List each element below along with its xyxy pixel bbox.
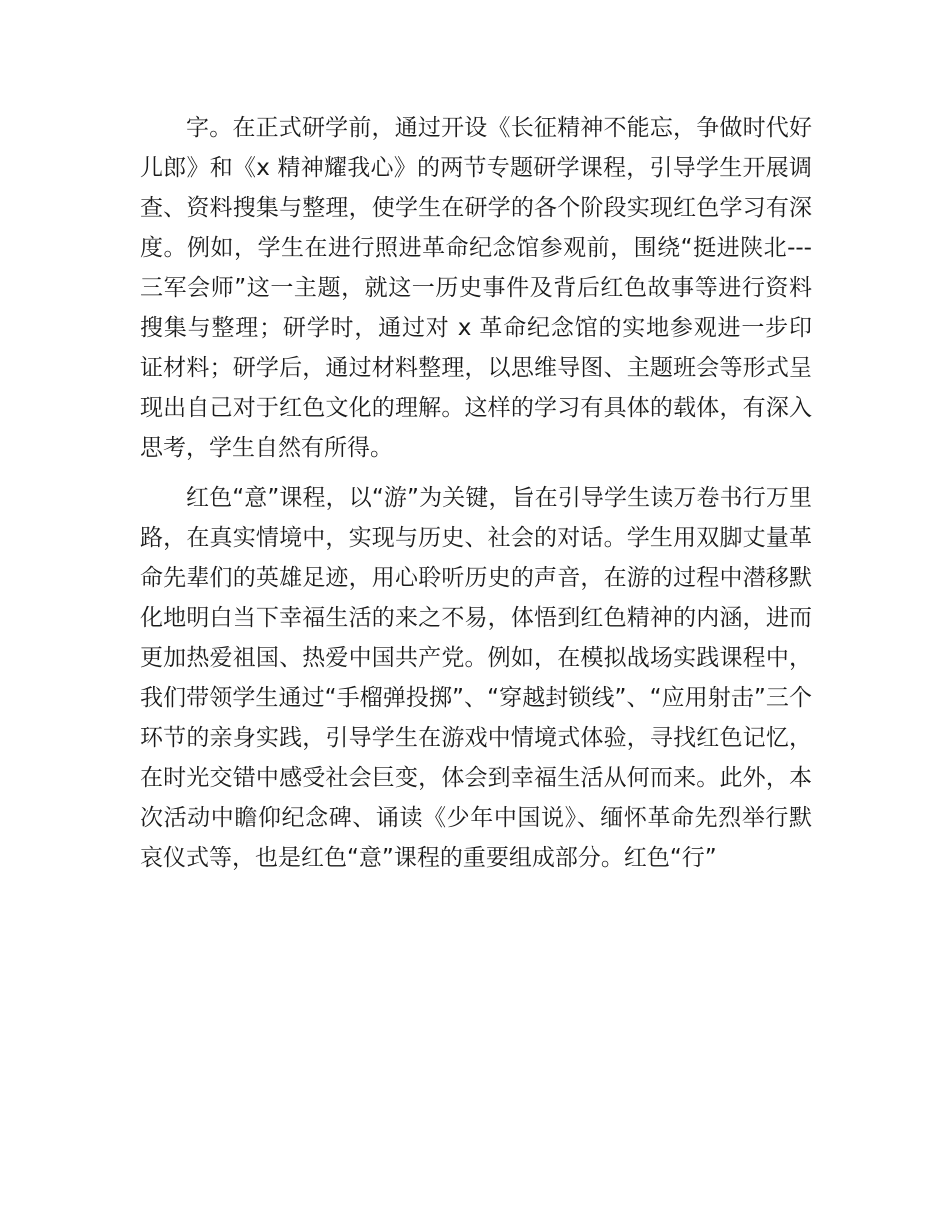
paragraph-1: 字。在正式研学前，通过开设《长征精神不能忘，争做时代好儿郎》和《x 精神耀我心》的两节专题研学课程，引导学生开展调查、资料搜集与整理，使学生在研学的各个阶段实现红色学习有深度。例如，学生在进行照进革命纪念馆参观前，围绕“挺进陕北---三军会师”这一主题，就这一历史事件及背后红色故事等进行资料搜集与整理；研学时，通过对 x 革命纪念馆的实地参观进一步印证材料；研学后，通过材料整理，以思维导图、主题班会等形式呈现出自己对于红色文化的理解。这样的学习有具体的载体，有深入思考，学生自然有所得。 (140, 115, 812, 461)
paragraph-2: 红色“意”课程，以“游”为关键，旨在引导学生读万卷书行万里路，在真实情境中，实现与历史、社会的对话。学生用双脚丈量革命先辈们的英雄足迹，用心聆听历史的声音，在游的过程中潜移默化地明白当下幸福生活的来之不易，体悟到红色精神的内涵，进而更加热爱祖国、热爱中国共产党。例如，在模拟战场实践课程中，我们带领学生通过“手榴弹投掷”、“穿越封锁线”、“应用射击”三个环节的亲身实践，引导学生在游戏中情境式体验，寻找红色记忆，在时光交错中感受社会巨变，体会到幸福生活从何而来。此外，本次活动中瞻仰纪念碑、诵读《少年中国说》、缅怀革命先烈举行默哀仪式等，也是红色“意”课程的重要组成部分。红色“行” (140, 485, 812, 871)
body-text (140, 108, 812, 878)
